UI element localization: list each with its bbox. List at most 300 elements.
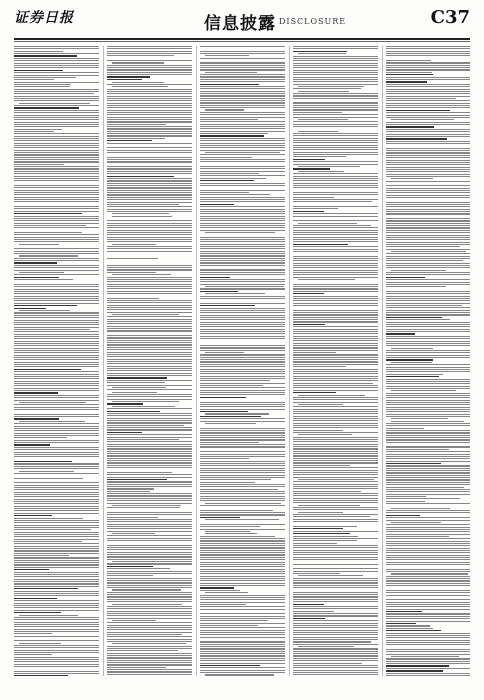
text-line — [107, 293, 192, 294]
text-line — [107, 190, 192, 191]
text-line — [386, 673, 470, 674]
text-line — [200, 566, 285, 567]
text-line — [386, 319, 450, 320]
text-line — [14, 619, 99, 620]
text-line — [386, 640, 470, 641]
text-line — [386, 53, 470, 54]
text-line — [293, 488, 378, 489]
text-line — [107, 112, 192, 113]
text-line — [107, 241, 192, 242]
text-line — [386, 644, 470, 645]
text-line — [293, 641, 371, 642]
text-line — [200, 190, 285, 191]
text-line — [200, 611, 285, 612]
text-line — [107, 356, 192, 357]
text-line — [200, 305, 255, 306]
text-line — [19, 272, 64, 273]
text-line — [14, 591, 99, 592]
text-line — [386, 129, 470, 130]
text-line — [200, 390, 285, 391]
text-line — [200, 265, 285, 266]
text-line — [386, 155, 470, 156]
text-line — [293, 256, 378, 257]
text-line — [200, 145, 285, 146]
text-line — [386, 289, 470, 290]
text-line — [293, 331, 378, 332]
text-line — [14, 72, 99, 73]
text-line — [205, 592, 248, 593]
text-line — [386, 152, 470, 153]
text-line — [14, 456, 99, 457]
text-line — [14, 270, 99, 271]
text-line — [293, 128, 378, 129]
text-line — [386, 303, 470, 304]
text-line — [200, 597, 285, 598]
text-line — [107, 669, 192, 670]
text-line — [200, 138, 285, 139]
text-line — [200, 93, 285, 94]
text-line — [293, 227, 378, 228]
text-line — [200, 529, 285, 530]
text-line — [293, 117, 378, 118]
text-line — [200, 114, 285, 115]
text-line — [107, 363, 192, 364]
text-line — [386, 534, 470, 535]
text-line — [293, 152, 378, 153]
text-line — [200, 536, 275, 537]
text-line — [107, 422, 192, 423]
text-line — [107, 660, 192, 661]
text-line — [14, 60, 99, 61]
text-line — [107, 246, 192, 247]
text-line — [14, 381, 99, 382]
text-line — [14, 466, 99, 467]
text-line — [14, 77, 76, 78]
text-line — [386, 98, 456, 99]
text-line — [386, 272, 470, 273]
text-line — [386, 329, 470, 330]
text-line — [14, 86, 70, 87]
text-line — [298, 395, 365, 396]
text-line — [293, 592, 378, 593]
text-line — [14, 208, 99, 209]
text-line — [14, 91, 99, 92]
text-line — [200, 620, 268, 621]
text-line — [14, 70, 63, 71]
text-line — [107, 563, 192, 564]
text-line — [107, 154, 192, 155]
text-line — [293, 98, 378, 99]
text-line — [200, 651, 285, 652]
text-line — [200, 347, 285, 348]
text-line — [386, 60, 431, 61]
text-line — [293, 140, 378, 141]
text-line — [107, 399, 192, 400]
text-line — [200, 655, 285, 656]
text-line — [107, 510, 192, 511]
text-line — [200, 185, 285, 186]
text-line — [107, 639, 192, 640]
text-line — [386, 72, 432, 73]
text-line — [200, 550, 285, 551]
text-line — [200, 234, 285, 235]
text-line — [107, 302, 192, 303]
text-line — [14, 374, 99, 375]
text-line — [14, 508, 99, 509]
text-line — [293, 303, 378, 304]
text-line — [200, 157, 252, 158]
text-line — [107, 465, 192, 466]
text-line — [293, 100, 378, 101]
text-line — [386, 446, 470, 447]
text-line — [386, 628, 433, 629]
text-line — [14, 622, 99, 623]
text-line — [293, 239, 378, 240]
text-line — [386, 616, 470, 617]
text-line — [293, 571, 378, 572]
text-line — [14, 168, 99, 169]
text-line — [14, 404, 99, 405]
text-line — [293, 423, 378, 424]
text-line — [386, 225, 470, 226]
text-line — [200, 524, 285, 525]
text-line — [293, 84, 378, 85]
text-line — [386, 588, 470, 589]
text-line — [14, 336, 99, 337]
text-line — [200, 272, 285, 273]
text-line — [107, 524, 192, 525]
text-line — [107, 498, 192, 499]
text-line — [14, 444, 50, 445]
text-column-3 — [200, 46, 285, 676]
text-line — [386, 618, 470, 619]
text-line — [200, 416, 261, 417]
text-line — [200, 547, 285, 548]
text-line — [293, 608, 378, 609]
text-line — [107, 284, 192, 285]
text-line — [14, 201, 99, 202]
text-line — [386, 112, 470, 113]
text-line — [107, 192, 192, 193]
text-line — [107, 206, 192, 207]
text-line — [200, 378, 285, 379]
text-line — [107, 368, 192, 369]
text-line — [14, 567, 99, 568]
text-line — [200, 187, 285, 188]
text-line — [14, 475, 99, 476]
text-line — [14, 378, 99, 379]
text-line — [298, 434, 352, 435]
text-line — [386, 428, 424, 429]
text-line — [107, 549, 192, 550]
text-line — [386, 237, 470, 238]
text-line — [14, 320, 99, 321]
text-line — [200, 46, 285, 47]
text-line — [386, 232, 470, 233]
text-line — [107, 582, 192, 583]
text-line — [107, 121, 192, 122]
text-line — [200, 65, 285, 66]
text-line — [293, 300, 378, 301]
text-line — [200, 630, 285, 631]
text-line — [293, 77, 378, 78]
text-line — [386, 93, 470, 94]
text-line — [107, 479, 167, 480]
text-line — [386, 670, 443, 671]
text-line — [200, 543, 285, 544]
text-line — [14, 463, 99, 464]
text-line — [107, 484, 192, 485]
text-line — [386, 585, 470, 586]
text-line — [386, 397, 470, 398]
text-line — [293, 406, 378, 407]
text-line — [200, 491, 285, 492]
text-line — [200, 435, 285, 436]
text-line — [200, 510, 273, 511]
text-line — [386, 623, 416, 624]
text-line — [107, 451, 192, 452]
text-line — [107, 429, 192, 430]
text-line — [14, 536, 99, 537]
text-line — [200, 552, 285, 553]
text-line — [14, 343, 99, 344]
text-line — [200, 639, 285, 640]
text-line — [293, 615, 378, 616]
text-line — [386, 282, 470, 283]
text-line — [386, 84, 470, 85]
text-line — [200, 178, 266, 179]
text-line — [293, 161, 378, 162]
text-line — [293, 135, 378, 136]
text-line — [112, 643, 186, 644]
text-line — [293, 249, 378, 250]
text-line — [386, 157, 470, 158]
text-line — [293, 194, 378, 195]
text-line — [293, 536, 358, 537]
text-line — [293, 502, 378, 503]
text-line — [200, 326, 285, 327]
text-line — [14, 204, 99, 205]
text-line — [200, 578, 285, 579]
text-line — [107, 98, 192, 99]
text-line — [14, 633, 52, 634]
text-line — [14, 357, 99, 358]
text-line — [293, 352, 336, 353]
text-line — [200, 128, 285, 129]
text-line — [200, 74, 285, 75]
text-line — [200, 281, 285, 282]
text-line — [293, 376, 378, 377]
text-line — [293, 107, 378, 108]
text-line — [14, 284, 99, 285]
text-line — [386, 675, 470, 676]
text-line — [293, 387, 378, 388]
text-line — [14, 79, 54, 80]
text-line — [391, 418, 448, 419]
text-line — [14, 569, 49, 570]
text-line — [14, 164, 64, 165]
text-line — [386, 498, 460, 499]
text-line — [14, 650, 99, 651]
text-line — [293, 618, 325, 619]
text-line — [107, 232, 192, 233]
text-line — [386, 279, 470, 280]
text-line — [14, 499, 99, 500]
text-line — [293, 187, 378, 188]
text-line — [107, 65, 192, 66]
text-line — [14, 213, 82, 214]
text-line — [386, 244, 470, 245]
text-line — [107, 53, 192, 54]
text-line — [386, 529, 470, 530]
text-line — [386, 475, 470, 476]
text-line — [293, 465, 350, 466]
text-line — [386, 312, 470, 313]
text-line — [293, 232, 378, 233]
text-line — [14, 510, 99, 511]
text-line — [293, 385, 378, 386]
text-line — [107, 93, 192, 94]
text-line — [107, 185, 192, 186]
text-line — [14, 494, 99, 495]
text-line — [107, 571, 192, 572]
text-line — [200, 213, 285, 214]
text-line — [293, 265, 378, 266]
text-line — [386, 171, 470, 172]
text-line — [200, 637, 285, 638]
text-line — [391, 508, 450, 509]
text-line — [386, 654, 470, 655]
text-line — [293, 244, 348, 245]
text-line — [298, 166, 360, 167]
text-line — [293, 138, 378, 139]
text-line — [293, 580, 378, 581]
text-line — [293, 665, 378, 666]
text-line — [386, 122, 470, 123]
text-line — [107, 568, 170, 569]
text-line — [386, 296, 470, 297]
text-line — [200, 540, 285, 541]
text-line — [14, 359, 99, 360]
text-line — [386, 115, 470, 116]
text-line — [14, 317, 99, 318]
text-line — [14, 223, 99, 224]
text-line — [200, 641, 285, 642]
text-line — [200, 498, 285, 499]
text-line — [200, 354, 285, 355]
text-line — [298, 86, 364, 87]
text-line — [14, 671, 99, 672]
text-line — [386, 176, 470, 177]
text-line — [14, 550, 99, 551]
text-line — [386, 174, 470, 175]
text-line — [14, 605, 99, 606]
text-line — [14, 390, 99, 391]
text-line — [200, 117, 285, 118]
text-line — [14, 546, 99, 547]
text-line — [107, 578, 192, 579]
text-line — [386, 274, 470, 275]
text-line — [19, 643, 61, 644]
text-line — [293, 253, 378, 254]
text-line — [293, 604, 324, 605]
text-line — [200, 102, 285, 103]
text-line — [293, 568, 378, 569]
text-line — [386, 345, 470, 346]
text-line — [386, 388, 470, 389]
text-line — [200, 296, 285, 297]
text-line — [14, 324, 99, 325]
text-line — [386, 404, 470, 405]
text-line — [386, 86, 470, 87]
text-line — [293, 467, 378, 468]
text-line — [386, 437, 470, 438]
text-line — [293, 317, 378, 318]
text-line — [200, 262, 285, 263]
text-line — [293, 88, 361, 89]
text-line — [107, 559, 192, 560]
text-line — [107, 265, 192, 266]
text-line — [107, 159, 192, 160]
text-line — [386, 578, 470, 579]
text-line — [386, 458, 470, 459]
text-line — [107, 333, 192, 334]
text-line — [200, 383, 285, 384]
text-line — [14, 145, 99, 146]
text-line — [293, 543, 337, 544]
text-line — [386, 503, 470, 504]
text-line — [391, 362, 432, 363]
text-line — [107, 453, 192, 454]
text-line — [200, 653, 285, 654]
text-line — [14, 115, 99, 116]
text-line — [200, 672, 285, 673]
text-line — [386, 218, 470, 219]
text-line — [14, 140, 99, 141]
text-line — [293, 142, 378, 143]
text-line — [386, 606, 470, 607]
text-line — [386, 96, 470, 97]
text-line — [107, 592, 192, 593]
text-line — [293, 63, 378, 64]
text-line — [293, 67, 378, 68]
text-line — [200, 225, 285, 226]
text-line — [200, 569, 285, 570]
text-line — [386, 416, 470, 417]
text-line — [386, 277, 425, 278]
text-line — [200, 359, 285, 360]
text-line — [293, 648, 378, 649]
text-line — [14, 661, 99, 662]
text-line — [293, 156, 346, 157]
text-line — [293, 284, 378, 285]
text-line — [19, 402, 86, 403]
text-line — [200, 60, 285, 61]
text-line — [200, 470, 285, 471]
text-line — [386, 220, 470, 221]
text-line — [200, 590, 240, 591]
text-line — [107, 415, 192, 416]
text-line — [107, 326, 192, 327]
text-line — [107, 615, 192, 616]
text-line — [14, 631, 99, 632]
text-line — [386, 305, 462, 306]
text-line — [293, 418, 378, 419]
text-line — [107, 251, 192, 252]
text-line — [386, 541, 470, 542]
text-line — [14, 449, 99, 450]
text-line — [14, 452, 99, 453]
